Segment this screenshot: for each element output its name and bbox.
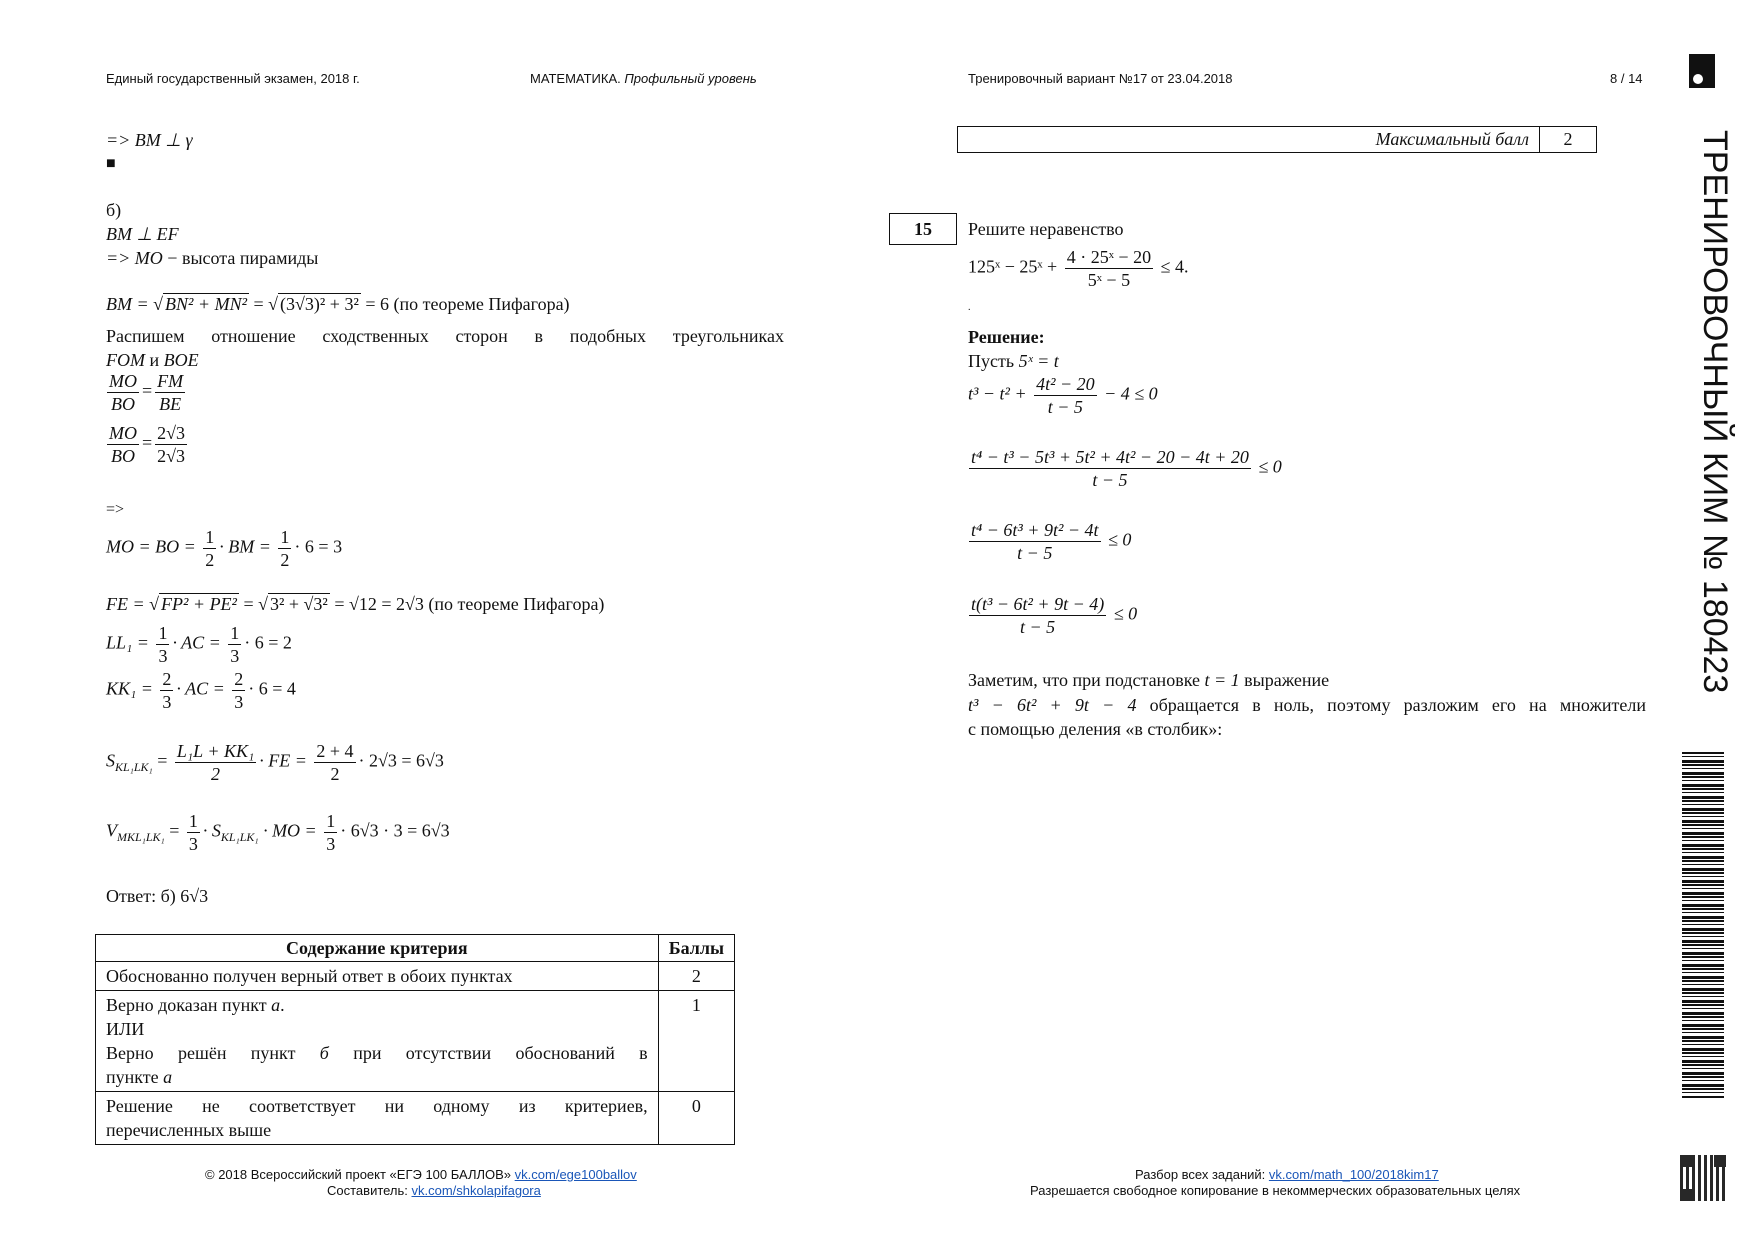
area-frac2-den: 2 bbox=[314, 762, 355, 785]
corner-marker-dot bbox=[1693, 74, 1703, 84]
note2-math: t³ − 6t² + 9t − 4 bbox=[968, 695, 1137, 715]
note1-text: Заметим, что при подстановке bbox=[968, 670, 1205, 690]
footer-license: Разрешается свободное копирование в некоммерческих образовательных целях bbox=[1030, 1183, 1521, 1198]
bm-eq: = bbox=[248, 294, 269, 314]
similar-triangles-text: Распишем отношение сходственных сторон в подобных треугольниках bbox=[106, 326, 784, 346]
header-level: Профильный уровень bbox=[624, 71, 757, 86]
mo-mid: · BM = bbox=[219, 536, 276, 557]
ratio-2-den2: 2√3 bbox=[157, 446, 186, 466]
area-frac1-num: L₁L + KK₁ bbox=[176, 741, 255, 761]
twothird-num: 2 bbox=[162, 669, 172, 689]
fe-radicand-1: FP² + PE² bbox=[161, 594, 237, 614]
bm-lhs: BM = bbox=[106, 294, 154, 314]
ll-formula bbox=[106, 622, 292, 667]
stray-dot: . bbox=[968, 302, 971, 313]
volume-s: · S bbox=[202, 820, 221, 841]
third-num: 1 bbox=[158, 623, 168, 643]
mo-label: => MO bbox=[106, 248, 163, 268]
equation-3 bbox=[966, 519, 1131, 564]
kk-lhs: KK₁ = bbox=[106, 678, 158, 699]
crit2-line2: ИЛИ bbox=[106, 1019, 145, 1039]
eq1-num: 4t² − 20 bbox=[1036, 374, 1095, 394]
ratio-1: $\frac{MO}{BO}$ = $\frac{FM}{BE}$ bbox=[109, 371, 184, 414]
footer-project-link[interactable]: vk.com/ege100ballov bbox=[514, 1167, 637, 1182]
twothird-den-2: 3 bbox=[234, 692, 244, 712]
ll-mid: · AC = bbox=[172, 632, 226, 653]
kk-result: · 6 = 4 bbox=[248, 678, 296, 699]
footer-author bbox=[327, 1183, 541, 1198]
crit3-line2: перечисленных выше bbox=[106, 1120, 272, 1140]
kk-formula bbox=[106, 668, 296, 713]
half-den: 2 bbox=[205, 550, 215, 570]
ratio-2-den: BO bbox=[107, 444, 139, 467]
eq4-rhs: ≤ 0 bbox=[1109, 603, 1138, 624]
volume-third-den: 3 bbox=[188, 834, 198, 854]
max-score-value: 2 bbox=[1563, 129, 1573, 149]
points-col-header: Баллы bbox=[658, 935, 734, 962]
footer-author-text: Составитель: bbox=[327, 1183, 412, 1198]
third-den-2: 3 bbox=[230, 646, 240, 666]
area-eq: = bbox=[152, 750, 172, 771]
header-subject bbox=[530, 71, 757, 86]
implies-arrow: => bbox=[106, 501, 125, 518]
triangles-and: и bbox=[145, 350, 164, 370]
fe-result: = √12 = 2√3 bbox=[329, 594, 424, 614]
volume-v: V bbox=[106, 820, 117, 841]
substitution bbox=[968, 349, 1059, 373]
table-row bbox=[96, 1092, 735, 1145]
bm-note: (по теореме Пифагора) bbox=[389, 294, 570, 314]
task-inequality bbox=[968, 246, 1188, 291]
half-num: 1 bbox=[205, 527, 215, 547]
half-num-2: 1 bbox=[280, 527, 290, 547]
ratio-1-num: MO bbox=[109, 371, 137, 391]
perpendicular-line: BM ⊥ EF bbox=[106, 224, 179, 244]
equation-4 bbox=[966, 593, 1137, 638]
eq1-lhs: t³ − t² + bbox=[968, 383, 1032, 404]
fe-formula: FE = √ FP² + PE² = √ 3² + √3² = √12 = 2√3 (по теореме Пифагора) bbox=[106, 594, 605, 614]
bm-result: = 6 bbox=[360, 294, 389, 314]
volume-s-sub: KL₁LK₁ bbox=[220, 830, 259, 845]
ineq-rhs: ≤ 4. bbox=[1156, 256, 1189, 277]
area-s: S bbox=[106, 750, 115, 771]
ratio-1-num2: FM bbox=[157, 371, 184, 391]
volume-result: · 6√3 · 3 = 6√3 bbox=[340, 820, 450, 841]
crit2-line1-item: а bbox=[271, 995, 281, 1015]
area-mid: · FE = bbox=[259, 750, 312, 771]
volume-third-num-2: 1 bbox=[326, 811, 336, 831]
third-den: 3 bbox=[158, 646, 168, 666]
criterion-points: 0 bbox=[658, 1092, 734, 1145]
volume-eq: = bbox=[164, 820, 184, 841]
ratio-2-num2: 2√3 bbox=[157, 423, 186, 443]
area-sub: KL₁LK₁ bbox=[115, 760, 153, 775]
ineq-lhs: 125ˣ − 25ˣ + bbox=[968, 256, 1062, 277]
header-subject-name: МАТЕМАТИКА. bbox=[530, 71, 621, 86]
note-line-2 bbox=[968, 693, 1646, 717]
eq2-den: t − 5 bbox=[969, 468, 1251, 491]
area-frac2-num: 2 + 4 bbox=[316, 741, 354, 761]
note1-end: выражение bbox=[1239, 670, 1330, 690]
task-number: 15 bbox=[889, 213, 957, 245]
ll-lhs: LL₁ = bbox=[106, 632, 154, 653]
part-b-label: б) bbox=[106, 200, 122, 220]
triangle-fom: FOM bbox=[106, 350, 145, 370]
mo-formula bbox=[106, 526, 342, 571]
footer-project bbox=[205, 1167, 637, 1182]
task-statement: Решите неравенство bbox=[968, 219, 1124, 239]
ratio-1-den: BO bbox=[107, 392, 139, 415]
crit2-line1-end: . bbox=[280, 995, 285, 1015]
answer: Ответ: б) 6√3 bbox=[106, 886, 209, 906]
area-result: · 2√3 = 6√3 bbox=[358, 750, 444, 771]
criterion-text bbox=[96, 991, 659, 1092]
third-num-2: 1 bbox=[230, 623, 240, 643]
note-line-1 bbox=[968, 668, 1329, 692]
bm-radicand-1: BN² + MN² bbox=[165, 294, 247, 314]
mo-lhs: MO = BO = bbox=[106, 536, 201, 557]
area-frac1-den: 2 bbox=[175, 762, 256, 785]
crit2-line3-end: при отсутствии обоснований в bbox=[328, 1043, 648, 1063]
volume-formula bbox=[106, 810, 450, 855]
crit2-line4: пункте bbox=[106, 1067, 164, 1087]
criteria-header-row bbox=[96, 935, 735, 962]
crit2-line3-item: б bbox=[319, 1043, 329, 1063]
proof-conclusion: => BM ⊥ γ bbox=[106, 130, 193, 150]
kk-mid: · AC = bbox=[176, 678, 230, 699]
header-page-number: 8 / 14 bbox=[1610, 71, 1643, 86]
header-variant: Тренировочный вариант №17 от 23.04.2018 bbox=[968, 71, 1233, 86]
crit2-line4-item: а bbox=[163, 1067, 173, 1087]
table-row bbox=[96, 962, 735, 991]
solution-label: Решение: bbox=[968, 327, 1045, 347]
eq4-num: t(t³ − 6t² + 9t − 4) bbox=[971, 594, 1105, 614]
twothird-den: 3 bbox=[162, 692, 172, 712]
ratio-2-num: MO bbox=[109, 423, 137, 443]
ineq-den: 5ˣ − 5 bbox=[1065, 268, 1153, 291]
eq2-num: t⁴ − t³ − 5t³ + 5t² + 4t² − 20 − 4t + 20 bbox=[971, 447, 1249, 467]
qed-square: ■ bbox=[106, 155, 116, 172]
equation-1 bbox=[968, 373, 1158, 418]
eq3-num: t⁴ − 6t³ + 9t² − 4t bbox=[971, 520, 1099, 540]
criteria-table bbox=[95, 934, 735, 1145]
qr-code bbox=[1680, 1155, 1726, 1201]
substitution-text: Пусть bbox=[968, 351, 1019, 371]
ratio-2: $\frac{MO}{BO}$ = $\frac{2√3}{2√3}$ bbox=[109, 423, 186, 466]
triangle-boe: BOE bbox=[163, 350, 199, 370]
substitution-math: 5ˣ = t bbox=[1018, 351, 1059, 371]
eq4-den: t − 5 bbox=[969, 615, 1106, 638]
footer-project-text: © 2018 Всероссийский проект «ЕГЭ 100 БАЛЛОВ» bbox=[205, 1167, 515, 1182]
criterion-points: 2 bbox=[658, 962, 734, 991]
note2-text: обращается в ноль, поэтому разложим его на множители bbox=[1136, 695, 1646, 715]
footer-analysis-text: Разбор всех заданий: bbox=[1135, 1167, 1269, 1182]
eq1-den: t − 5 bbox=[1034, 395, 1097, 418]
criterion-points: 1 bbox=[658, 991, 734, 1092]
crit2-line3: Верно решён пункт bbox=[106, 1043, 320, 1063]
eq1-rhs: − 4 ≤ 0 bbox=[1099, 383, 1158, 404]
bm-radicand-2: (3√3)² + 3² bbox=[280, 294, 359, 314]
eq3-rhs: ≤ 0 bbox=[1103, 529, 1132, 550]
footer-analysis-link[interactable]: vk.com/math_100/2018kim17 bbox=[1268, 1167, 1439, 1182]
corner-marker bbox=[1689, 54, 1715, 88]
max-score-label: Максимальный балл bbox=[958, 127, 1540, 152]
crit2-line1: Верно доказан пункт bbox=[106, 995, 272, 1015]
table-row bbox=[96, 991, 735, 1092]
bm-formula: BM = √ BN² + MN² = √ (3√3)² + 3² = 6 (по теореме Пифагора) bbox=[106, 294, 570, 314]
vertical-title: ТРЕНИРОВОЧНЫЙ КИМ № 180423 bbox=[1696, 130, 1734, 694]
pyramid-height-line bbox=[106, 246, 318, 270]
fe-note: (по теореме Пифагора) bbox=[423, 594, 605, 614]
half-den-2: 2 bbox=[280, 550, 290, 570]
eq2-rhs: ≤ 0 bbox=[1253, 456, 1282, 477]
twothird-num-2: 2 bbox=[234, 669, 244, 689]
area-formula bbox=[106, 740, 444, 785]
barcode bbox=[1682, 752, 1724, 1098]
note-line-3: с помощью деления «в столбик»: bbox=[968, 719, 1223, 739]
eq3-den: t − 5 bbox=[969, 541, 1101, 564]
height-text: − высота пирамиды bbox=[162, 248, 319, 268]
criterion-text: Обоснованно получен верный ответ в обоих пунктах bbox=[96, 962, 659, 991]
volume-third-den-2: 3 bbox=[326, 834, 336, 854]
ineq-num: 4 · 25ˣ − 20 bbox=[1066, 247, 1152, 267]
footer-analysis bbox=[1135, 1167, 1439, 1182]
ll-result: · 6 = 2 bbox=[244, 632, 292, 653]
criterion-text bbox=[96, 1092, 659, 1145]
volume-third-num: 1 bbox=[188, 811, 198, 831]
header-exam: Единый государственный экзамен, 2018 г. bbox=[106, 71, 360, 86]
note1-math: t = 1 bbox=[1204, 670, 1240, 690]
ratio-1-den2: BE bbox=[155, 392, 185, 415]
crit3-line1: Решение не соответствует ни одному из критериев, bbox=[106, 1096, 648, 1116]
footer-author-link[interactable]: vk.com/shkolapifagora bbox=[411, 1183, 541, 1198]
max-score-box bbox=[957, 126, 1597, 153]
triangles-names bbox=[106, 348, 199, 372]
fe-lhs: FE = bbox=[106, 594, 150, 614]
mo-result: · 6 = 3 bbox=[294, 536, 343, 557]
equation-2 bbox=[966, 446, 1282, 491]
volume-mo: · MO = bbox=[258, 820, 322, 841]
fe-radicand-2: 3² + √3² bbox=[269, 594, 328, 614]
volume-sub: MKL₁LK₁ bbox=[117, 830, 165, 845]
criteria-col-header: Содержание критерия bbox=[96, 935, 659, 962]
